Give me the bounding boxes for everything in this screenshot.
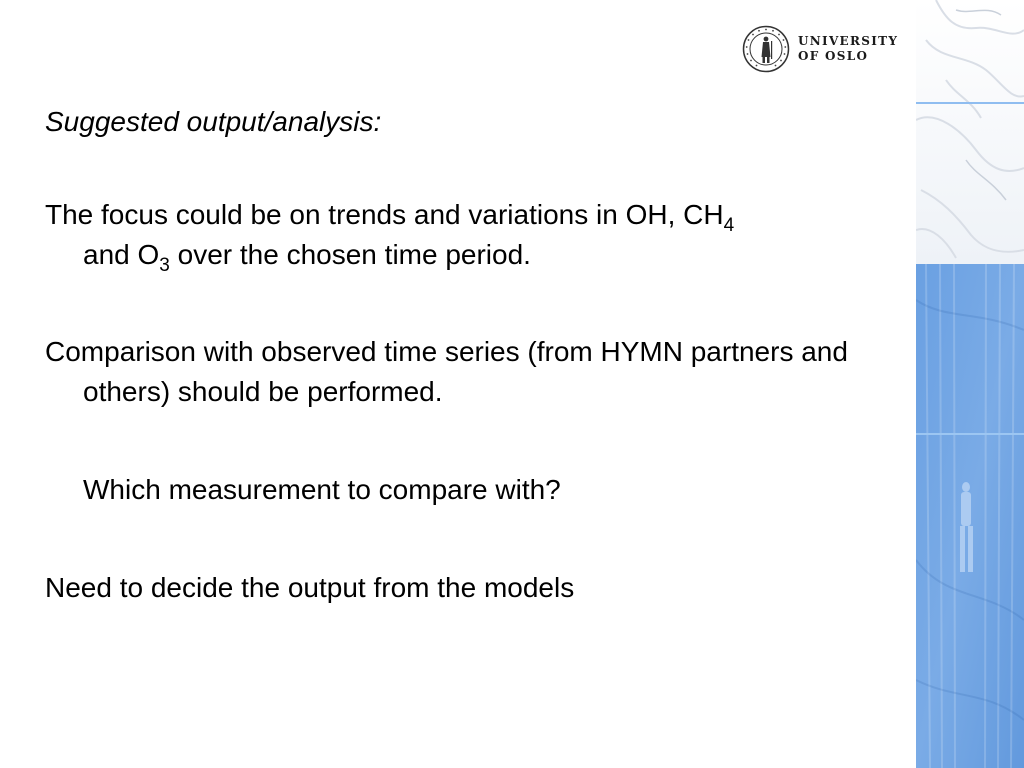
university-name	[798, 34, 898, 64]
ch4-subscript: 4	[723, 215, 735, 236]
paragraph-focus-text-a: The focus could be on trends and variations in OH, CH	[45, 199, 724, 230]
section-heading: Suggested output/analysis:	[45, 106, 382, 137]
paragraph-question: Which measurement to compare with?	[83, 474, 561, 505]
university-logo	[742, 24, 898, 74]
slide-content	[45, 102, 905, 608]
decorative-side-band	[916, 0, 1024, 768]
university-seal-icon	[742, 25, 790, 73]
paragraph-comparison: Comparison with observed time series (from HYMN partners and others) should be performed.	[45, 336, 848, 407]
paragraph-focus-text-c: over the chosen time period.	[169, 239, 531, 270]
paragraph-focus-text-b: and O	[83, 239, 160, 270]
university-name-line1: UNIVERSITY	[798, 34, 899, 48]
paragraph-decide: Need to decide the output from the models	[45, 572, 575, 603]
paragraph-focus	[45, 195, 905, 275]
statue-decoration	[916, 0, 1024, 768]
university-name-line2: OF OSLO	[798, 49, 869, 63]
o3-subscript: 3	[159, 255, 170, 276]
